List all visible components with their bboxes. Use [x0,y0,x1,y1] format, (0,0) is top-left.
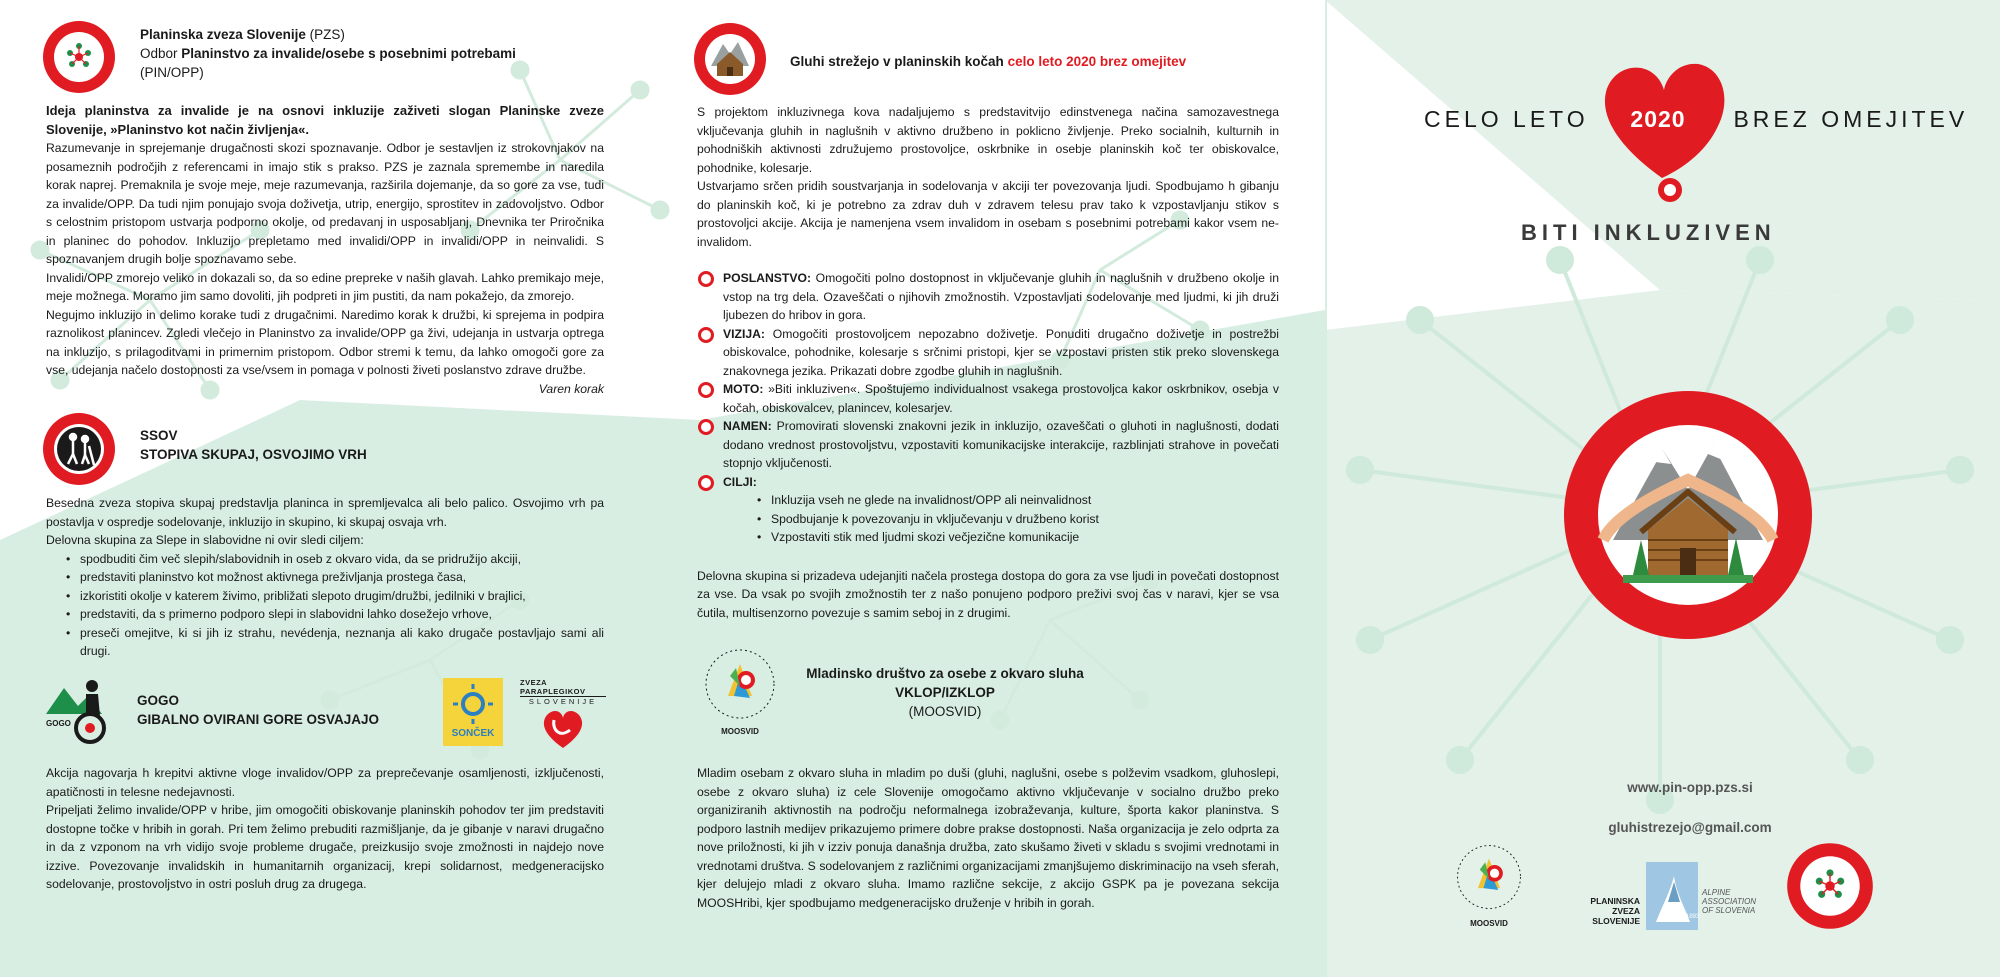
gluhi-section [697,103,1279,622]
moosvid-abbr: (MOOSVID) [908,704,982,719]
gluhi-logo-small [693,22,767,96]
website-link[interactable]: www.pin-opp.pzs.si [1627,780,1753,795]
intro-p1: Razumevanje in sprejemanje drugačnosti skozi spoznavanje. Odbor je sestavljen iz strokovnjakov na posameznih področjih z referencami in imajo stik s prakso. PZS je zaznala spremembe in naredila korak naprej. Premaknila je svoje meje, meje razumevanja, razširila dojemanje, da so gore za vse, tudi za invalide/OPP. Da tudi njim ponujajo svoja doživetja, utrip, energijo, sprostitev in zadovoljstvo. Odbor s celostnim pristopom ustvarja podporno okolje, od predavanj in usposabljanj, Dnevnika ter Priročnika in planinec do pohodov. Inkluzijo prepletamo med invalidi/OPP in invalidi/OPP in neinvalidi. S spoznavanjem drugih bolje spoznavamo sebe. [46,141,604,266]
list-item: • Vzpostaviti stik med ljudmi skozi večjezične komunikacije [737,528,1279,547]
zps-line1: ZVEZA PARAPLEGIKOV [520,678,606,697]
moosvid-logo [700,646,780,736]
intro-section [46,102,604,398]
slogan-left: CELO LETO [1424,106,1589,132]
gogo-logo-text: GOGO [46,719,71,728]
list-item: • Spodbujanje k povezovanju in vključevanju v družbeno korist [737,510,1279,529]
pzs-logo-line2: ZVEZA [1612,906,1640,916]
ssov-goal-list [46,550,604,661]
gogo-header [137,691,437,729]
alpine-line2: ASSOCIATION [1702,897,1757,906]
list-item: • izkoristiti okolje v katerem živimo, približati slepoto drugim/družbi, jedilniki v brajlici, [46,587,604,606]
gogo-title: GOGO [137,693,180,708]
gluhi-p1: S projektom inkluzivnega kova nadaljujemo s predstavitvijo edinstvenega načina samozavestnega vključevanja gluhih in naglušnih v aktivno družbeno in poklicno življenje. Preko socialnih, kulturnih in pohodniških aktivnosti združujemo prostovoljce, oskrbnike in osebje planinskih koč ter obiskovalce, pohodnike, kolesarje. [697,105,1279,175]
slogan-year-over: 2020 [1630,106,1686,132]
pzs-dept-name: Planinstvo za invalide/osebe s posebnimi potrebami [181,46,516,61]
pzs-logo-year: SPD 1893 [1672,914,1700,920]
gogo-section [46,764,604,894]
moosvid-p1: Mladim osebam z okvaro sluha in mladim po duši (gluhi, naglušni, osebe s polževim vsadkom, gluhoslepi, osebe z okvaro sluha) iz cele Slovenije omogočamo aktivno vključevanje v socialno družbo preko organiziranih aktivnostih na področju neformalnega izobraževanja, kulture, športa kakor planinstva. S podporo lastnih medijev prikazujemo primere dobre prakse dostopnosti. Naša organizacija je zelo odprta za nove priložnosti, ki jih v izziv ponuja današnja družba, zato skušamo živeti v skladu s svojimi vrednotami in vrednotami društva. S sodelovanjem z različnimi organizacijami zmanjšujemo diskriminacijo na vseh sferah, kjer delujejo mladi z okvaro sluha. Imamo različne sekcije, z akcijo GSPK pa je povezana sekcija MOOSHribi, kjer spodbujamo medgeneracijsko druženje v hribih in gorah. [697,766,1279,910]
moosvid-title: Mladinsko društvo za osebe z okvaro sluha [806,666,1084,681]
gogo-p1: Akcija nagovarja h krepitvi aktivne vloge invalidov/OPP za preprečevanje osamljenosti, izključenosti, apatičnosti in telesne nedejavnosti. [46,766,604,799]
gluhi-header [790,52,1210,71]
pin-opp-logo [42,20,116,94]
gogo-logo [44,676,122,746]
pzs-header [140,25,600,82]
pin-opp-logo-bottom [1786,842,1874,930]
list-item: • predstaviti planinstvo kot možnost aktivnega preživljanja prostega časa, [46,568,604,587]
alpine-line1: ALPINE [1702,888,1731,897]
gogo-subtitle: GIBALNO OVIRANI GORE OSVAJAJO [137,712,380,727]
zps-logo [520,678,606,750]
pzs-org-name: Planinska zveza Slovenije [140,27,306,42]
soncek-label: SONČEK [451,728,495,739]
list-item: • preseči omejitve, ki si jih iz strahu, nevédenja, neznanja ali kako drugače postavljajo sami ali drugi. [46,624,604,661]
slogan-right: BREZ OMEJITEV [1733,106,1969,132]
zps-line2: SLOVENIJE [528,697,598,706]
intro-p2: Invalidi/OPP zmorejo veliko in dokazali so, da so edine prepreke v naših glavah. Lahko premikajo meje, meje možnega. Moramo jim samo dovoliti, jih podpreti in jim pustiti, da nam pokažejo, da zmorejo. [46,270,604,303]
soncek-logo [443,678,503,746]
pzs-logo-line3: SLOVENIJE [1592,916,1640,926]
ssov-section [46,494,604,661]
gluhi-title-red: celo leto 2020 brez omejitev [1007,54,1187,69]
moosvid-label: MOOSVID [721,727,759,736]
alpine-line3: OF SLOVENIA [1702,906,1756,915]
moosvid-header [795,664,1095,721]
pzs-logo [1582,862,1762,932]
pzs-logo-line1: PLANINSKA [1590,896,1640,906]
big-logo-text [1563,760,1813,761]
ssov-p2: Delovna skupina za Slepe in slabovidne ni ovir sledi ciljem: [46,533,364,547]
pzs-org-abbr: (PZS) [309,27,345,42]
moosvid-subtitle: VKLOP/IZKLOP [895,685,995,700]
moto-item: MOTO: »Biti inkluziven«. Spoštujemo individualnost vsakega prostovoljca kakor oskrbnikov, osebja v kočah, obiskovalcev, planincev, kolesarjev. [697,380,1279,417]
vizija-item: VIZIJA: Omogočiti prostovoljcem nepozabno doživetje. Ponuditi drugačno doživetje in postrežbi obiskovalce, pohodnike, kolesarje s srčnimi pristopi, kjer se vzpostavi pristen stik preko slovenskega znakovnega jezika. Prikazati dobre zgodbe gluhih in naglušnih. [697,325,1279,381]
red-ring-icon [698,271,714,287]
heart-icon [1600,58,1740,208]
moosvid-section [697,764,1279,912]
gluhi-p3: Delovna skupina si prizadeva udejanjiti načela prostega dostopa do gora za vse ljudi in povečati dostopnost za vse. Da vsak po svojih zmožnostih ter z našo ponujeno podporo preživi svoj čas v naravi, kjer se vsa čutila, multisenzorno povezuje s samim seboj in z drugimi. [697,568,1279,620]
ssov-logo [42,412,116,486]
list-item: • Inkluzija vseh ne glede na invalidnost/OPP ali neinvalidnost [737,491,1279,510]
moosvid-logo-bottom [1452,840,1526,932]
list-item: • predstaviti, da s primerno podporo slepi in slabovidni lahko dosežejo vrhove, [46,605,604,624]
red-ring-icon [698,382,714,398]
red-ring-icon [698,419,714,435]
ssov-p1: Besedna zveza stopiva skupaj predstavlja planinca in spremljevalca ali belo palico. Osvojimo vrh pa postavlja v ospredje sodelovanje, inkluzijo in skupino, ki skupaj osvaja vrh. [46,496,604,529]
signature: Varen korak [538,381,604,396]
moosvid-label-bottom: MOOSVID [1470,919,1508,928]
intro-p3: Negujmo inkluzijo in delimo korake tudi z drugačnimi. Naredimo korak k družbi, ki sprejema in podpira raznolikost planincev. Zgledi vlečejo in Planinstvo za invalide/OPP ga živi, udejanja in ustvarja optrega na inkluzijo, s prilagoditvami in primernim pristopom. Odbor stremi k temu, da lahko omogoči gore za vse, udejanja načelo dostopnosti za vse/vsem in pomaga v polnosti živeti poslanstvo zdrave družbe. [46,307,604,377]
ssov-header [140,426,440,464]
poslanstvo-item: POSLANSTVO: Omogočiti polno dostopnost in vključevanje gluhih in naglušnih v družbeno okolje in vstop na trg dela. Ozaveščati o njihovih zmožnostih. Vzpostavljati sodelovanje med ljudmi, ki jih druži ljubezen do hribov in gora. [697,269,1279,325]
namen-item: NAMEN: Promovirati slovenski znakovni jezik in inkluzijo, ozaveščati o gluhoti in naglušnosti, dodati dodano vrednost prostovoljstvu, vzpostaviti komunikacijske interakcije, razblinjati strahove in povečati stopnjo vključenosti. [697,417,1279,473]
email-link[interactable]: gluhistrezejo@gmail.com [1608,820,1772,835]
gluhi-p2: Ustvarjamo srčen pridih soustvarjanja in sodelovanja v akciji ter povezovanja ljudi. Spodbujamo h gibanju do planinskih koč, ki je potrebno za zdrav duh v zdravem telesu prav tako k vzpostavljanju stikov s prostovoljci akcije. Akcija je namenjena vsem invalidom in osebam s posebnimi potrebami kakor vsem ne-invalidom. [697,179,1279,249]
gluhi-big-logo [1563,390,1813,640]
tagline: BITI INKLUZIVEN [1521,220,1776,245]
gogo-p2: Pripeljati želimo invalide/OPP v hribe, jim omogočiti obiskovanje planinskih pohodov ter jim predstaviti dostopne točke v hribih in gorah. Pri tem želimo prebuditi razmišljanje, da je gibanje v naravi drugačno in da z vzponom na vrh vidijo svoje probleme drugače, preizkusijo svoje zmožnosti in najdejo nove izzive. Povezovanje invalidskih in humanitarnih organizacij, krepi solidarnost, medgeneracijsko sodelovanje, prostovoljstvo in ostri posluh drug za drugega. [46,803,604,891]
ssov-title: SSOV [140,428,178,443]
gluhi-title: Gluhi strežejo v planinskih kočah [790,54,1004,69]
red-ring-icon [698,327,714,343]
ssov-subtitle: STOPIVA SKUPAJ, OSVOJIMO VRH [140,447,367,462]
pzs-dept-prefix: Odbor [140,46,178,61]
list-item: • spodbuditi čim več slepih/slabovidnih in oseb z okvaro vida, da se pridružijo akciji, [46,550,604,569]
pzs-dept-abbr: (PIN/OPP) [140,65,204,80]
red-ring-icon [698,475,714,491]
cilji-item: CILJI: [697,473,1279,492]
intro-bold: Ideja planinstva za invalide je na osnovi inkluzije zaživeti slogan Planinske zveze Slovenije, »Planinstvo kot način življenja«. [46,103,604,137]
cilji-list [697,491,1279,547]
